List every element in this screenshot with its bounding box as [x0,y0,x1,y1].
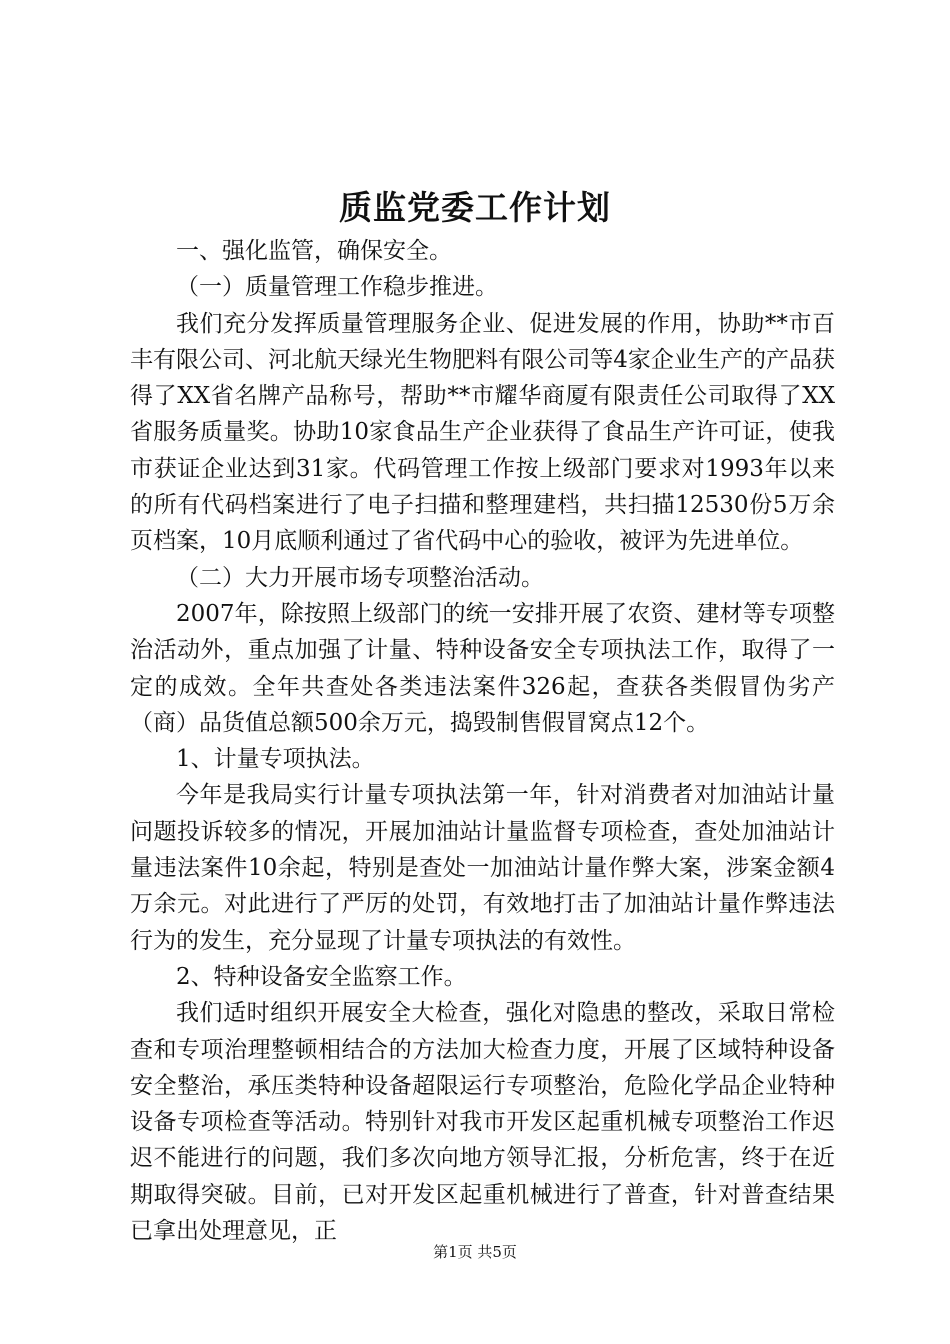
document-body [130,233,835,1249]
item-heading: 2、特种设备安全监察工作。 [176,963,467,990]
subsection-heading: （二）大力开展市场专项整治活动。 [176,564,544,591]
item-heading: 1、计量专项执法。 [176,746,375,773]
page-footer: 第1页 共5页 [433,1243,517,1261]
section-heading: 一、强化监管，确保安全。 [176,238,452,264]
body-paragraph: 我们充分发挥质量管理服务企业、促进发展的作用，协助**市百丰有限公司、河北航天绿光生物肥料有限公司等4家企业生产的产品获得了XX省名牌产品称号，帮助**市耀华商厦有限责任公司取得了XX省服务质量奖。协助10家食品生产企业获得了食品生产许可证，使我市获证企业达到31家。代码管理工作按上级部门要求对1993年以来的所有代码档案进行了电子扫描和整理建档，共扫描12530份5万余页档案，10月底顺利通过了省代码中心的验收，被评为先进单位。 [130,310,835,555]
body-paragraph: 2007年，除按照上级部门的统一安排开展了农资、建材等专项整治活动外，重点加强了计量、特种设备安全专项执法工作，取得了一定的成效。全年共查处各类违法案件326起，查获各类假冒伪劣产（商）品货值总额500余万元，捣毁制售假冒窝点12个。 [130,600,835,736]
body-paragraph: 我们适时组织开展安全大检查，强化对隐患的整改，采取日常检查和专项治理整顿相结合的方法加大检查力度，开展了区域特种设备安全整治，承压类特种设备超限运行专项整治，危险化学品企业特种设备专项检查等活动。特别针对我市开发区起重机械专项整治工作迟迟不能进行的问题，我们多次向地方领导汇报，分析危害，终于在近期取得突破。目前，已对开发区起重机械进行了普查，针对普查结果已拿出处理意见，正 [130,1000,835,1245]
document-title: 质监党委工作计划 [339,188,611,227]
body-paragraph: 今年是我局实行计量专项执法第一年，针对消费者对加油站计量问题投诉较多的情况，开展加油站计量监督专项检查，查处加油站计量违法案件10余起，特别是查处一加油站计量作弊大案，涉案金额4万余元。对此进行了严厉的处罚，有效地打击了加油站计量作弊违法行为的发生，充分显现了计量专项执法的有效性。 [130,782,835,954]
subsection-heading: （一）质量管理工作稳步推进。 [176,274,498,301]
